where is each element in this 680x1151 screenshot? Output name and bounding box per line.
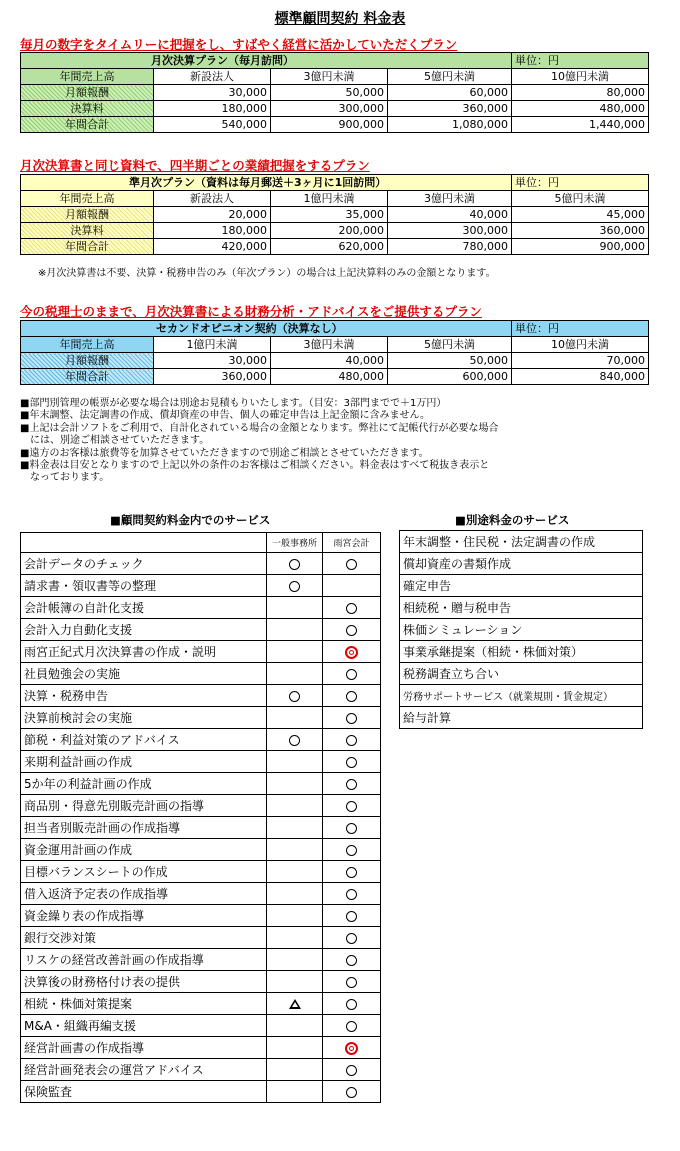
plan1-row-label: 月額報酬: [21, 85, 154, 101]
service-name: 会計入力自動化支援: [21, 619, 267, 641]
plan2-cell: 45,000: [512, 207, 649, 223]
plan2-cell: 20,000: [154, 207, 271, 223]
circle-mark-icon: [346, 999, 357, 1010]
extra-service-name: 相続税・贈与税申告: [400, 597, 643, 619]
plan3-row-label: 月額報酬: [21, 353, 154, 369]
amemiya-mark-cell: [323, 619, 381, 641]
circle-mark-icon: [346, 735, 357, 746]
general-mark-cell: [267, 1015, 323, 1037]
amemiya-mark-cell: [323, 817, 381, 839]
service-row: [21, 817, 381, 839]
plan3-row: [21, 369, 649, 385]
circle-mark-icon: [346, 1021, 357, 1032]
circle-mark-icon: [346, 977, 357, 988]
plan3-cell: 40,000: [271, 353, 388, 369]
plan3-cell: 840,000: [512, 369, 649, 385]
service-name: M&A・組織再編支援: [21, 1015, 267, 1037]
note-line: なっております。: [20, 472, 110, 484]
services-heading: ■顧問契約料金内でのサービス: [110, 513, 271, 527]
circle-mark-icon: [346, 867, 357, 878]
circle-mark-icon: [346, 559, 357, 570]
service-name: 決算前検討会の実施: [21, 707, 267, 729]
plan3-cell: 480,000: [271, 369, 388, 385]
extra-service-row: [400, 707, 643, 729]
plan1-cell: 480,000: [512, 101, 649, 117]
amemiya-mark-cell: [323, 905, 381, 927]
plan2-row: [21, 207, 649, 223]
plan1-cell: 300,000: [271, 101, 388, 117]
circle-mark-icon: [346, 823, 357, 834]
plan3-unit: 単位：円: [512, 321, 649, 337]
extra-service-name: 労務サポートサービス（就業規則・賃金規定）: [400, 685, 643, 707]
service-name: 決算後の財務格付け表の提供: [21, 971, 267, 993]
extra-service-name: 償却資産の書類作成: [400, 553, 643, 575]
service-name: 借入返済予定表の作成指導: [21, 883, 267, 905]
amemiya-mark-cell: [323, 729, 381, 751]
plan2-cell: 180,000: [154, 223, 271, 239]
plan1-row: [21, 117, 649, 133]
plan1-cell: 900,000: [271, 117, 388, 133]
service-name: 会計データのチェック: [21, 553, 267, 575]
amemiya-mark-cell: [323, 575, 381, 597]
circle-mark-icon: [346, 911, 357, 922]
plan2-table: [20, 174, 649, 255]
circle-mark-icon: [346, 845, 357, 856]
service-row: [21, 641, 381, 663]
service-row: [21, 927, 381, 949]
double-circle-mark-icon: [345, 646, 358, 659]
extra-service-name: 税務調査立ち合い: [400, 663, 643, 685]
amemiya-mark-cell: [323, 795, 381, 817]
amemiya-mark-cell: [323, 1059, 381, 1081]
plan1-cell: 1,080,000: [388, 117, 512, 133]
service-row: [21, 553, 381, 575]
circle-mark-icon: [289, 559, 300, 570]
plan1-cell: 50,000: [271, 85, 388, 101]
circle-mark-icon: [346, 669, 357, 680]
services-header-blank: [21, 533, 267, 553]
general-mark-cell: [267, 663, 323, 685]
page-title: 標準顧問契約 料金表: [274, 11, 406, 27]
amemiya-mark-cell: [323, 949, 381, 971]
col-general: 一般事務所: [267, 533, 323, 553]
plan3-header-row: [21, 337, 649, 353]
service-name: 資金運用計画の作成: [21, 839, 267, 861]
general-mark-cell: [267, 707, 323, 729]
amemiya-mark-cell: [323, 839, 381, 861]
general-mark-cell: [267, 993, 323, 1015]
amemiya-mark-cell: [323, 773, 381, 795]
circle-mark-icon: [346, 625, 357, 636]
plan2-col-header: 新設法人: [154, 191, 271, 207]
general-mark-cell: [267, 971, 323, 993]
plan2-cell: 420,000: [154, 239, 271, 255]
plan3-cell: 360,000: [154, 369, 271, 385]
plan1-col-header: 年間売上高: [21, 69, 154, 85]
plan3-cell: 70,000: [512, 353, 649, 369]
plan1-cell: 30,000: [154, 85, 271, 101]
plan3-row-label: 年間合計: [21, 369, 154, 385]
amemiya-mark-cell: [323, 641, 381, 663]
services-table: [20, 532, 381, 1103]
plan2-cell: 780,000: [388, 239, 512, 255]
general-mark-cell: [267, 729, 323, 751]
circle-mark-icon: [289, 691, 300, 702]
plan3-table: [20, 320, 649, 385]
plan1-row-label: 年間合計: [21, 117, 154, 133]
general-mark-cell: [267, 1081, 323, 1103]
general-mark-cell: [267, 905, 323, 927]
plan1-row-label: 決算料: [21, 101, 154, 117]
amemiya-mark-cell: [323, 685, 381, 707]
general-mark-cell: [267, 817, 323, 839]
plan2-row-label: 決算料: [21, 223, 154, 239]
plan3-heading: 今の税理士のままで、月次決算書による財務分析・アドバイスをご提供するプラン: [20, 304, 482, 319]
plan1-header-row: [21, 69, 649, 85]
extra-service-row: [400, 619, 643, 641]
service-row: [21, 707, 381, 729]
amemiya-mark-cell: [323, 1015, 381, 1037]
plan2-cell: 900,000: [512, 239, 649, 255]
general-mark-cell: [267, 795, 323, 817]
plan1-col-header: 新設法人: [154, 69, 271, 85]
general-mark-cell: [267, 685, 323, 707]
service-row: [21, 839, 381, 861]
amemiya-mark-cell: [323, 861, 381, 883]
extra-service-name: 事業承継提案（相続・株価対策）: [400, 641, 643, 663]
circle-mark-icon: [346, 691, 357, 702]
extra-services-heading: ■別途料金のサービス: [455, 513, 570, 527]
service-name: 相続・株価対策提案: [21, 993, 267, 1015]
plan2-row: [21, 239, 649, 255]
service-row: [21, 883, 381, 905]
plan3-col-header: 3億円未満: [271, 337, 388, 353]
amemiya-mark-cell: [323, 883, 381, 905]
service-name: 5か年の利益計画の作成: [21, 773, 267, 795]
circle-mark-icon: [346, 603, 357, 614]
circle-mark-icon: [346, 801, 357, 812]
extra-service-row: [400, 641, 643, 663]
col-amemiya: 雨宮会計: [323, 533, 381, 553]
service-name: 経営計画書の作成指導: [21, 1037, 267, 1059]
amemiya-mark-cell: [323, 927, 381, 949]
circle-mark-icon: [346, 889, 357, 900]
extra-service-row: [400, 685, 643, 707]
general-mark-cell: [267, 597, 323, 619]
service-name: 決算・税務申告: [21, 685, 267, 707]
amemiya-mark-cell: [323, 751, 381, 773]
service-row: [21, 905, 381, 927]
service-row: [21, 619, 381, 641]
plan3-col-header: 10億円未満: [512, 337, 649, 353]
general-mark-cell: [267, 861, 323, 883]
service-row: [21, 773, 381, 795]
extra-service-row: [400, 531, 643, 553]
service-row: [21, 861, 381, 883]
plan1-cell: 80,000: [512, 85, 649, 101]
amemiya-mark-cell: [323, 993, 381, 1015]
general-mark-cell: [267, 619, 323, 641]
service-row: [21, 1059, 381, 1081]
general-mark-cell: [267, 641, 323, 663]
general-mark-cell: [267, 839, 323, 861]
general-mark-cell: [267, 1059, 323, 1081]
plan3-col-header: 5億円未満: [388, 337, 512, 353]
plan2-col-header: 年間売上高: [21, 191, 154, 207]
note-line: ■部門別管理の帳票が必要な場合は別途お見積もりいたします。（目安：3部門までで＋1万円）: [20, 398, 447, 409]
plan1-cell: 360,000: [388, 101, 512, 117]
general-mark-cell: [267, 883, 323, 905]
circle-mark-icon: [346, 779, 357, 790]
general-mark-cell: [267, 575, 323, 597]
general-mark-cell: [267, 773, 323, 795]
service-row: [21, 663, 381, 685]
plan3-caption: セカンドオピニオン契約（決算なし）: [21, 321, 512, 337]
plan1-col-header: 3億円未満: [271, 69, 388, 85]
general-mark-cell: [267, 949, 323, 971]
plan2-row-label: 月額報酬: [21, 207, 154, 223]
circle-mark-icon: [346, 757, 357, 768]
plan1-cell: 180,000: [154, 101, 271, 117]
circle-mark-icon: [346, 713, 357, 724]
plan3-row: [21, 353, 649, 369]
extra-services-table: [399, 530, 643, 729]
extra-service-name: 給与計算: [400, 707, 643, 729]
service-row: [21, 1015, 381, 1037]
plan1-heading: 毎月の数字をタイムリーに把握をし、すばやく経営に活かしていただくプラン: [20, 37, 458, 52]
note-line: には、別途ご相談させていただきます。: [20, 435, 210, 447]
triangle-mark-icon: [289, 999, 301, 1009]
service-name: 経営計画発表会の運営アドバイス: [21, 1059, 267, 1081]
circle-mark-icon: [289, 581, 300, 592]
extra-service-row: [400, 663, 643, 685]
service-row: [21, 597, 381, 619]
plan2-heading: 月次決算書と同じ資料で、四半期ごとの業績把握をするプラン: [20, 158, 370, 173]
service-name: 目標バランスシートの作成: [21, 861, 267, 883]
extra-service-row: [400, 553, 643, 575]
service-row: [21, 751, 381, 773]
extra-service-name: 年末調整・住民税・法定調書の作成: [400, 531, 643, 553]
note-line: ■上記は会計ソフトをご利用で、自計化されている場合の金額となります。弊社にて記帳代行が必要な場合: [20, 422, 499, 434]
amemiya-mark-cell: [323, 553, 381, 575]
plan2-row-label: 年間合計: [21, 239, 154, 255]
general-mark-cell: [267, 1037, 323, 1059]
plan1-col-header: 10億円未満: [512, 69, 649, 85]
service-row: [21, 685, 381, 707]
plan1-cell: 540,000: [154, 117, 271, 133]
service-name: 保険監査: [21, 1081, 267, 1103]
service-row: [21, 993, 381, 1015]
amemiya-mark-cell: [323, 707, 381, 729]
amemiya-mark-cell: [323, 597, 381, 619]
plan2-row: [21, 223, 649, 239]
plan2-cell: 200,000: [271, 223, 388, 239]
amemiya-mark-cell: [323, 663, 381, 685]
general-mark-cell: [267, 553, 323, 575]
amemiya-mark-cell: [323, 971, 381, 993]
service-name: リスケの経営改善計画の作成指導: [21, 949, 267, 971]
plan2-header-row: [21, 191, 649, 207]
service-name: 節税・利益対策のアドバイス: [21, 729, 267, 751]
service-row: [21, 575, 381, 597]
service-row: [21, 795, 381, 817]
plan2-unit: 単位：円: [512, 175, 649, 191]
amemiya-mark-cell: [323, 1081, 381, 1103]
plan2-note: ※月次決算書は不要、決算・税務申告のみ（年次プラン）の場合は上記決算料のみの金額となります。: [38, 268, 496, 279]
plan1-unit: 単位：円: [512, 53, 649, 69]
note-line: ■年末調整、法定調書の作成、償却資産の申告、個人の確定申告は上記金額に含みません。: [20, 410, 431, 422]
plan3-cell: 600,000: [388, 369, 512, 385]
service-name: 会計帳簿の自計化支援: [21, 597, 267, 619]
service-row: [21, 949, 381, 971]
plan3-cell: 50,000: [388, 353, 512, 369]
plan1-row: [21, 101, 649, 117]
service-row: [21, 729, 381, 751]
extra-service-name: 株価シミュレーション: [400, 619, 643, 641]
plan3-col-header: 年間売上高: [21, 337, 154, 353]
note-line: ■遠方のお客様は旅費等を加算させていただきますので別途ご相談とさせていただきます。: [20, 447, 429, 459]
plan1-caption: 月次決算プラン（毎月訪問）: [21, 53, 512, 69]
general-mark-cell: [267, 751, 323, 773]
plan3-cell: 30,000: [154, 353, 271, 369]
circle-mark-icon: [346, 1087, 357, 1098]
amemiya-mark-cell: [323, 1037, 381, 1059]
plan1-cell: 1,440,000: [512, 117, 649, 133]
service-name: 商品別・得意先別販売計画の指導: [21, 795, 267, 817]
plan1-cell: 60,000: [388, 85, 512, 101]
plan2-cell: 300,000: [388, 223, 512, 239]
general-mark-cell: [267, 927, 323, 949]
extra-service-row: [400, 597, 643, 619]
plan1-col-header: 5億円未満: [388, 69, 512, 85]
service-name: 請求書・領収書等の整理: [21, 575, 267, 597]
plan2-cell: 620,000: [271, 239, 388, 255]
service-name: 銀行交渉対策: [21, 927, 267, 949]
service-name: 来期利益計画の作成: [21, 751, 267, 773]
plan2-cell: 35,000: [271, 207, 388, 223]
extra-service-name: 確定申告: [400, 575, 643, 597]
double-circle-mark-icon: [345, 1042, 358, 1055]
service-name: 社員勉強会の実施: [21, 663, 267, 685]
service-row: [21, 1037, 381, 1059]
plan2-cell: 40,000: [388, 207, 512, 223]
plan3-col-header: 1億円未満: [154, 337, 271, 353]
circle-mark-icon: [346, 955, 357, 966]
plan2-col-header: 1億円未満: [271, 191, 388, 207]
service-name: 担当者別販売計画の作成指導: [21, 817, 267, 839]
service-name: 資金繰り表の作成指導: [21, 905, 267, 927]
service-row: [21, 971, 381, 993]
extra-service-row: [400, 575, 643, 597]
plan1-table: [20, 52, 649, 133]
circle-mark-icon: [289, 735, 300, 746]
plan1-row: [21, 85, 649, 101]
service-row: [21, 1081, 381, 1103]
circle-mark-icon: [346, 1065, 357, 1076]
plan2-col-header: 3億円未満: [388, 191, 512, 207]
service-name: 雨宮正紀式月次決算書の作成・説明: [21, 641, 267, 663]
plan2-caption: 準月次プラン（資料は毎月郵送＋3ヶ月に1回訪問）: [21, 175, 512, 191]
plan2-col-header: 5億円未満: [512, 191, 649, 207]
circle-mark-icon: [346, 933, 357, 944]
plan2-cell: 360,000: [512, 223, 649, 239]
note-line: ■料金表は目安となりますので上記以外の条件のお客様はご相談ください。料金表はすべて税抜き表示と: [20, 460, 490, 471]
